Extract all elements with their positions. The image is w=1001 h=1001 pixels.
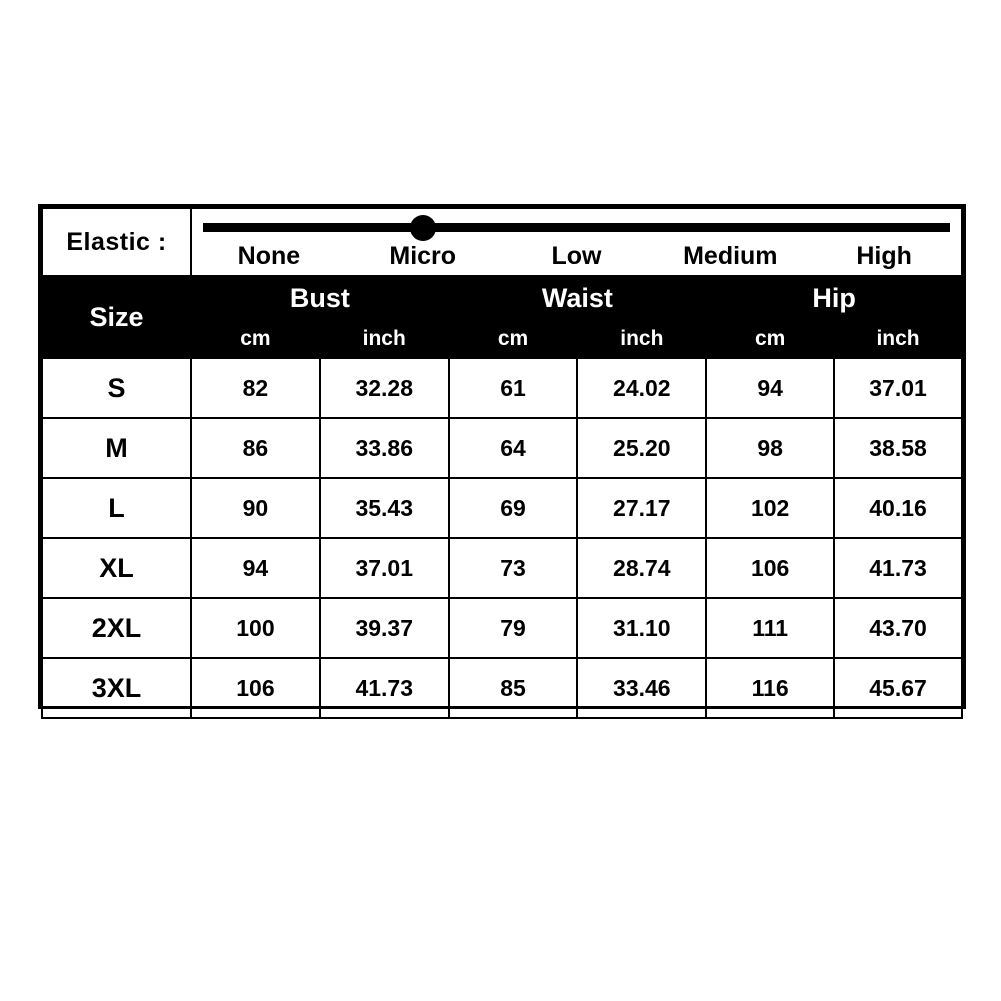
elastic-row [42,208,962,276]
cell-hip-cm: 106 [706,538,834,598]
cell-hip-inch: 41.73 [834,538,962,598]
header-waist-cm: cm [449,320,578,358]
size-chart-container [38,204,966,709]
cell-bust-cm: 106 [191,658,320,718]
cell-hip-cm: 111 [706,598,834,658]
table-row [42,478,962,538]
cell-bust-inch: 37.01 [320,538,449,598]
header-waist: Waist [449,276,707,320]
cell-waist-cm: 61 [449,358,578,418]
header-bust-inch: inch [320,320,449,358]
cell-hip-inch: 38.58 [834,418,962,478]
cell-hip-cm: 116 [706,658,834,718]
row-size: M [42,418,191,478]
cell-waist-inch: 28.74 [577,538,706,598]
table-row [42,418,962,478]
row-size: XL [42,538,191,598]
header-bust: Bust [191,276,449,320]
cell-waist-cm: 64 [449,418,578,478]
cell-waist-cm: 69 [449,478,578,538]
size-chart-table [41,207,963,719]
cell-hip-cm: 98 [706,418,834,478]
cell-bust-cm: 86 [191,418,320,478]
header-hip-cm: cm [706,320,834,358]
elastic-scale[interactable] [191,208,962,276]
row-size: S [42,358,191,418]
header-hip-inch: inch [834,320,962,358]
table-row [42,538,962,598]
cell-bust-cm: 82 [191,358,320,418]
header-waist-inch: inch [577,320,706,358]
cell-hip-inch: 40.16 [834,478,962,538]
table-row [42,658,962,718]
row-size: 3XL [42,658,191,718]
header-hip: Hip [706,276,962,320]
cell-waist-inch: 27.17 [577,478,706,538]
elastic-label: Elastic : [42,208,191,276]
cell-bust-inch: 33.86 [320,418,449,478]
cell-waist-cm: 85 [449,658,578,718]
table-row [42,598,962,658]
cell-waist-inch: 24.02 [577,358,706,418]
cell-bust-inch: 35.43 [320,478,449,538]
elastic-track [203,223,950,232]
cell-bust-cm: 100 [191,598,320,658]
elastic-tick-labels [192,242,961,271]
cell-waist-inch: 33.46 [577,658,706,718]
cell-bust-cm: 94 [191,538,320,598]
cell-hip-cm: 94 [706,358,834,418]
cell-hip-inch: 45.67 [834,658,962,718]
elastic-level-high[interactable]: High [856,242,912,270]
elastic-level-low[interactable]: Low [551,242,602,270]
cell-hip-cm: 102 [706,478,834,538]
row-size: L [42,478,191,538]
cell-hip-inch: 43.70 [834,598,962,658]
cell-bust-inch: 32.28 [320,358,449,418]
cell-waist-cm: 79 [449,598,578,658]
elastic-level-medium[interactable]: Medium [683,242,778,270]
cell-waist-cm: 73 [449,538,578,598]
group-header-row [42,276,962,320]
cell-bust-inch: 41.73 [320,658,449,718]
header-bust-cm: cm [191,320,320,358]
header-size: Size [42,276,191,358]
cell-waist-inch: 31.10 [577,598,706,658]
cell-waist-inch: 25.20 [577,418,706,478]
elastic-knob[interactable] [410,215,436,241]
cell-bust-inch: 39.37 [320,598,449,658]
cell-hip-inch: 37.01 [834,358,962,418]
row-size: 2XL [42,598,191,658]
elastic-level-none[interactable]: None [237,242,301,270]
cell-bust-cm: 90 [191,478,320,538]
table-row [42,358,962,418]
elastic-level-micro[interactable]: Micro [389,242,457,270]
